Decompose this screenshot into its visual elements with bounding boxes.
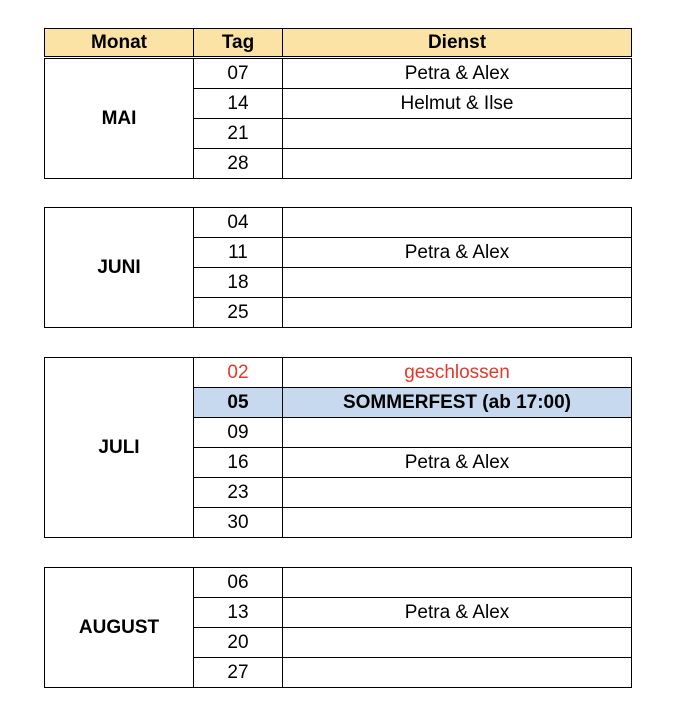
service-cell xyxy=(283,208,632,238)
table-row xyxy=(45,59,632,89)
day-cell: 06 xyxy=(194,568,283,598)
day-cell: 05 xyxy=(194,388,283,418)
month-block-juli xyxy=(44,357,631,538)
service-cell: Helmut & Ilse xyxy=(283,89,632,119)
service-cell xyxy=(283,298,632,328)
service-cell: Petra & Alex xyxy=(283,59,632,89)
service-cell xyxy=(283,119,632,149)
day-cell: 11 xyxy=(194,238,283,268)
service-cell xyxy=(283,418,632,448)
service-cell-closed: geschlossen xyxy=(283,358,632,388)
service-cell xyxy=(283,508,632,538)
service-cell: Petra & Alex xyxy=(283,448,632,478)
service-cell: Petra & Alex xyxy=(283,598,632,628)
day-cell: 25 xyxy=(194,298,283,328)
day-cell: 04 xyxy=(194,208,283,238)
header-dienst: Dienst xyxy=(283,29,632,57)
day-cell: 27 xyxy=(194,658,283,688)
service-cell xyxy=(283,268,632,298)
day-cell: 20 xyxy=(194,628,283,658)
service-cell xyxy=(283,478,632,508)
header-tag: Tag xyxy=(194,29,283,57)
service-cell xyxy=(283,658,632,688)
service-cell-event: SOMMERFEST (ab 17:00) xyxy=(283,388,632,418)
day-cell: 13 xyxy=(194,598,283,628)
month-block-mai xyxy=(44,58,631,179)
service-cell xyxy=(283,568,632,598)
day-cell: 30 xyxy=(194,508,283,538)
day-cell: 23 xyxy=(194,478,283,508)
day-cell: 16 xyxy=(194,448,283,478)
month-block-juni xyxy=(44,207,631,328)
day-cell: 14 xyxy=(194,89,283,119)
month-label: JULI xyxy=(45,358,194,538)
month-label: AUGUST xyxy=(45,568,194,688)
month-label: JUNI xyxy=(45,208,194,328)
month-label: MAI xyxy=(45,59,194,179)
service-cell: Petra & Alex xyxy=(283,238,632,268)
day-cell-closed: 02 xyxy=(194,358,283,388)
day-cell: 18 xyxy=(194,268,283,298)
day-cell: 09 xyxy=(194,418,283,448)
day-cell: 28 xyxy=(194,149,283,179)
table-row xyxy=(45,208,632,238)
table-header xyxy=(44,28,631,58)
service-cell xyxy=(283,628,632,658)
service-cell xyxy=(283,149,632,179)
table-row xyxy=(45,568,632,598)
header-monat: Monat xyxy=(45,29,194,57)
month-block-august xyxy=(44,567,631,688)
day-cell: 07 xyxy=(194,59,283,89)
table-row xyxy=(45,358,632,388)
day-cell: 21 xyxy=(194,119,283,149)
